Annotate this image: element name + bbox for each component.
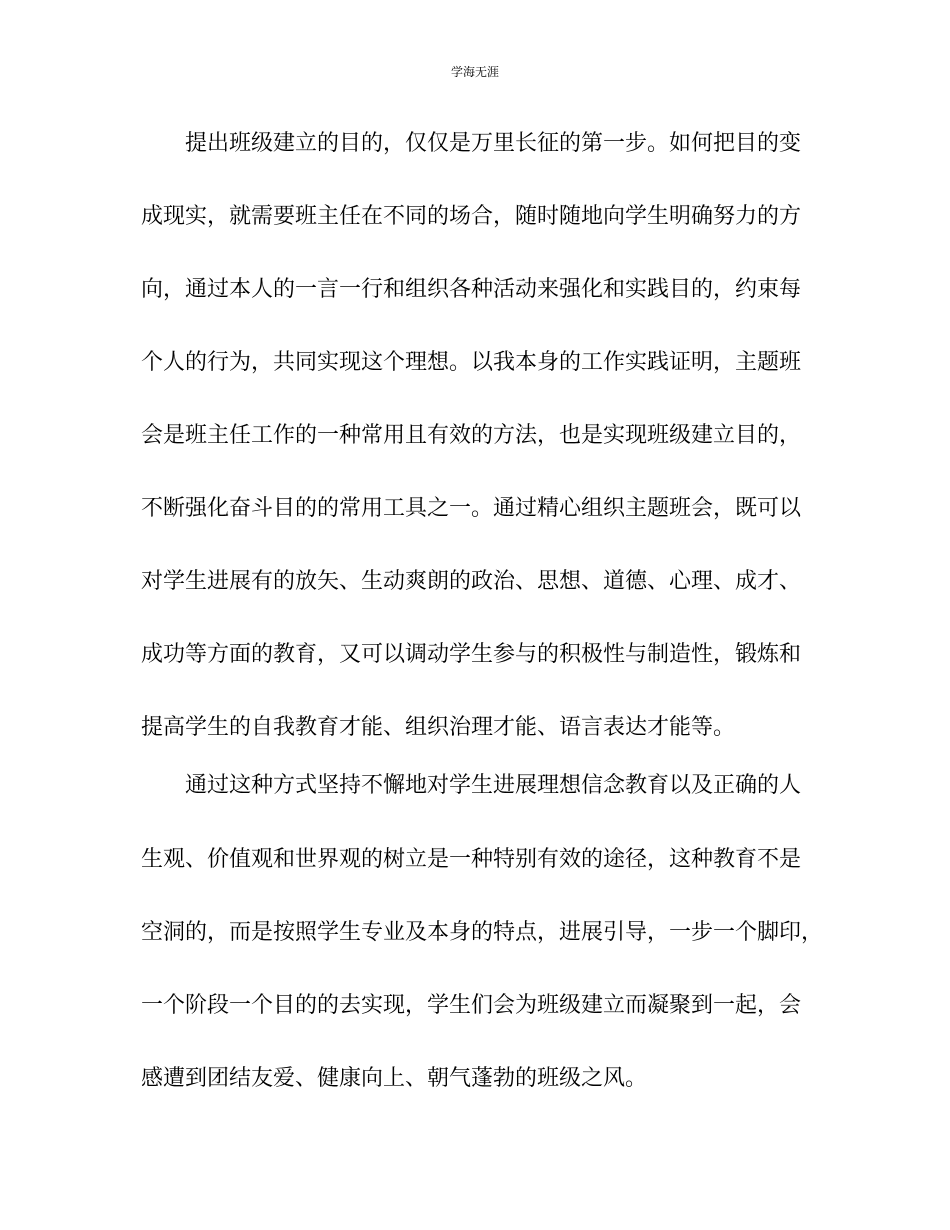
paragraph-line: 成功等方面的教育，又可以调动学生参与的积极性与制造性，锻炼和 bbox=[141, 642, 802, 667]
paragraph-line: 提高学生的自我教育才能、组织治理才能、语言表达才能等。 bbox=[141, 715, 736, 740]
paragraph-line: 一个阶段一个目的的去实现，学生们会为班级建立而凝聚到一起，会 bbox=[141, 993, 802, 1018]
paragraph-line: 会是班主任工作的一种常用且有效的方法，也是实现班级建立目的， bbox=[141, 423, 802, 448]
page-header: 学海无涯 bbox=[450, 65, 499, 79]
paragraph-line: 生观、价值观和世界观的树立是一种特别有效的途径，这种教育不是 bbox=[141, 847, 802, 872]
paragraph-line: 提出班级建立的目的，仅仅是万里长征的第一步。如何把目的变 bbox=[185, 131, 802, 156]
paragraph-line: 空洞的，而是按照学生专业及本身的特点，进展引导，一步一个脚印， bbox=[141, 920, 824, 945]
paragraph-line: 通过这种方式坚持不懈地对学生进展理想信念教育以及正确的人 bbox=[185, 773, 802, 798]
paragraph-line: 个人的行为，共同实现这个理想。以我本身的工作实践证明，主题班 bbox=[141, 350, 802, 375]
paragraph-line: 感遭到团结友爱、健康向上、朝气蓬勃的班级之风。 bbox=[141, 1066, 648, 1091]
paragraph-line: 不断强化奋斗目的的常用工具之一。通过精心组织主题班会，既可以 bbox=[141, 496, 802, 521]
paragraph-line: 对学生进展有的放矢、生动爽朗的政治、思想、道德、心理、成才、 bbox=[141, 569, 802, 594]
paragraph-line: 向，通过本人的一言一行和组织各种活动来强化和实践目的，约束每 bbox=[141, 277, 802, 302]
paragraph-line: 成现实，就需要班主任在不同的场合，随时随地向学生明确努力的方 bbox=[141, 204, 802, 229]
